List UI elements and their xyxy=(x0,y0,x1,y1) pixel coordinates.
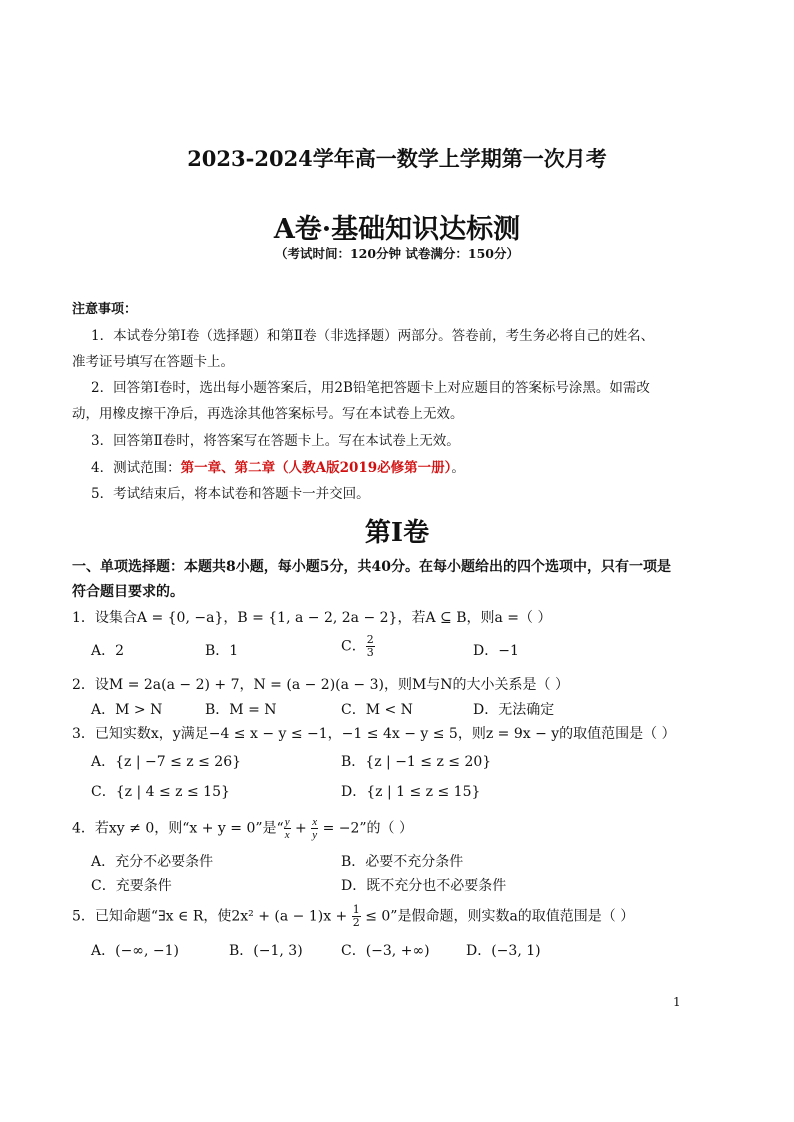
fraction-numerator: 1 xyxy=(352,903,360,916)
notice-item-2: 2．回答第Ⅰ卷时，选出每小题答案后，用2B铅笔把答题卡上对应题目的答案标号涂黑。如需改 xyxy=(91,380,650,396)
page-number: 1 xyxy=(673,995,681,1009)
notice-item-4-prefix: 4．测试范围： xyxy=(91,460,181,476)
fraction-numerator: 2 xyxy=(366,633,374,646)
q4-stem-part2: = −2”的（ ） xyxy=(318,820,414,837)
q3-option-b: B．{z | −1 ≤ z ≤ 20} xyxy=(341,754,492,770)
notice-item-2-cont: 动，用橡皮擦干净后，再选涂其他答案标号。写在本试卷上无效。 xyxy=(72,406,464,422)
notice-heading: 注意事项： xyxy=(72,302,138,317)
q4-plus: + xyxy=(290,820,312,837)
exam-title: 2023-2024学年高一数学上学期第一次月考 xyxy=(187,146,607,171)
section-desc-line1: 一、单项选择题：本题共8小题，每小题5分，共40分。在每小题给出的四个选项中，只有一项是 xyxy=(72,559,671,575)
exam-info: （考试时间：120分钟 试卷满分：150分） xyxy=(274,246,520,261)
q5-option-d: D．(−3, 1) xyxy=(466,943,541,959)
notice-item-1-cont: 准考证号填写在答题卡上。 xyxy=(72,354,234,370)
question-1-stem: 1．设集合A = {0, −a}，B = {1, a − 2, 2a − 2}，若A ⊆ B，则a =（ ） xyxy=(72,610,552,626)
q5-stem-part1: 5．已知命题“∃x ∈ R，使2x² + (a − 1)x + xyxy=(72,908,352,925)
q1-option-d: D．−1 xyxy=(473,643,519,659)
q1-option-c xyxy=(341,634,375,659)
q1-option-b: B．1 xyxy=(205,643,239,659)
notice-item-1: 1．本试卷分第Ⅰ卷（选择题）和第Ⅱ卷（非选择题）两部分。答卷前，考生务必将自己的姓名、 xyxy=(91,328,655,344)
q3-option-d: D．{z | 1 ≤ z ≤ 15} xyxy=(341,784,481,800)
q5-fraction-one-half xyxy=(352,904,361,929)
fraction-denominator: x xyxy=(284,829,290,841)
q3-option-c: C．{z | 4 ≤ z ≤ 15} xyxy=(91,784,230,800)
q1-option-c-label: C． xyxy=(341,638,366,655)
q2-option-b: B．M = N xyxy=(205,702,277,718)
q3-option-a: A．{z | −7 ≤ z ≤ 26} xyxy=(91,754,242,770)
q5-option-c: C．(−3, +∞) xyxy=(341,943,430,959)
q1-option-a: A．2 xyxy=(91,643,125,659)
fraction-numerator: x xyxy=(312,816,318,828)
fraction-denominator: 3 xyxy=(366,646,374,659)
q5-stem-part2: ≤ 0”是假命题，则实数a的取值范围是（ ） xyxy=(360,908,635,925)
q1-option-c-fraction xyxy=(366,634,375,659)
q4-option-b: B．必要不充分条件 xyxy=(341,854,464,870)
fraction-numerator: y xyxy=(284,816,290,828)
notice-item-4-suffix: 。 xyxy=(451,460,465,476)
q4-option-d: D．既不充分也不必要条件 xyxy=(341,878,507,894)
question-5-stem xyxy=(72,904,634,929)
question-2-stem: 2．设M = 2a(a − 2) + 7，N = (a − 2)(a − 3)，则M与N的大小关系是（ ） xyxy=(72,677,570,693)
q4-option-a: A．充分不必要条件 xyxy=(91,854,214,870)
q5-option-b: B．(−1, 3) xyxy=(229,943,303,959)
q4-option-c: C．充要条件 xyxy=(91,878,172,894)
notice-item-4 xyxy=(91,456,465,476)
test-scope: 第一章、第二章（人教A版2019必修第一册） xyxy=(180,460,452,476)
fraction-denominator: y xyxy=(312,829,318,841)
q4-stem-part1: 4．若xy ≠ 0，则“x + y = 0”是“ xyxy=(72,820,284,837)
notice-item-5: 5．考试结束后，将本试卷和答题卡一并交回。 xyxy=(91,486,370,502)
q4-fraction-y-over-x xyxy=(284,816,291,841)
section-desc-line2: 符合题目要求的。 xyxy=(72,584,184,600)
question-4-stem xyxy=(72,816,413,841)
q2-option-c: C．M < N xyxy=(341,702,413,718)
q2-option-a: A．M > N xyxy=(91,702,163,718)
exam-subtitle: A卷·基础知识达标测 xyxy=(273,214,521,245)
notice-item-3: 3．回答第Ⅱ卷时，将答案写在答题卡上。写在本试卷上无效。 xyxy=(91,433,460,449)
fraction-denominator: 2 xyxy=(352,916,360,929)
section-title: 第Ⅰ卷 xyxy=(364,518,430,548)
q2-option-d: D．无法确定 xyxy=(473,702,555,718)
question-3-stem: 3．已知实数x，y满足−4 ≤ x − y ≤ −1，−1 ≤ 4x − y ≤ 5，则z = 9x − y的取值范围是（ ） xyxy=(72,726,676,742)
q5-option-a: A．(−∞, −1) xyxy=(91,943,179,959)
